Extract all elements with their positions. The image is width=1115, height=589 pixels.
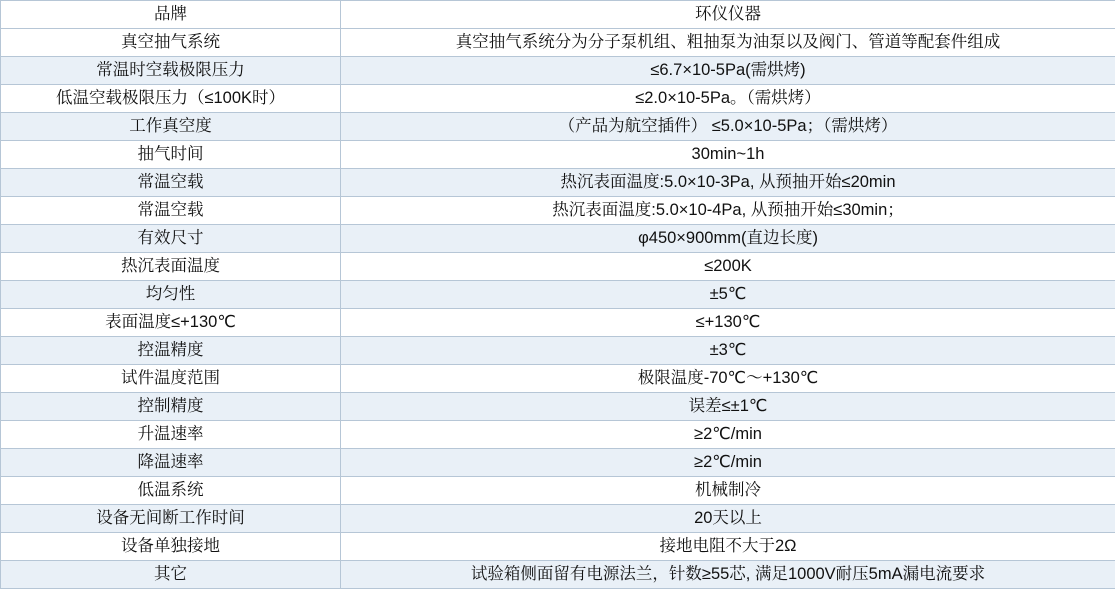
- spec-label: 降温速率: [1, 449, 341, 477]
- table-row: [1, 449, 1115, 477]
- table-row: [1, 533, 1115, 561]
- spec-label: 均匀性: [1, 281, 341, 309]
- spec-label: 热沉表面温度: [1, 253, 341, 281]
- spec-value: 热沉表面温度:5.0×10-4Pa, 从预抽开始≤30min；: [341, 197, 1115, 225]
- spec-label: 控温精度: [1, 337, 341, 365]
- table-row: [1, 197, 1115, 225]
- spec-label: 升温速率: [1, 421, 341, 449]
- spec-label: 控制精度: [1, 393, 341, 421]
- table-row: [1, 1, 1115, 29]
- spec-value: 极限温度-70℃～+130℃: [341, 365, 1115, 393]
- table-row: [1, 169, 1115, 197]
- spec-value: ≤+130℃: [341, 309, 1115, 337]
- spec-value: 热沉表面温度:5.0×10-3Pa, 从预抽开始≤20min: [341, 169, 1115, 197]
- table-row: [1, 337, 1115, 365]
- spec-label: 常温空载: [1, 197, 341, 225]
- spec-label: 抽气时间: [1, 141, 341, 169]
- table-row: [1, 477, 1115, 505]
- table-row: [1, 393, 1115, 421]
- spec-value: 试验箱侧面留有电源法兰，针数≥55芯, 满足1000V耐压5mA漏电流要求: [341, 561, 1115, 589]
- table-row: [1, 225, 1115, 253]
- spec-value: ≤2.0×10-5Pa。（需烘烤）: [341, 85, 1115, 113]
- table-row: [1, 29, 1115, 57]
- spec-value: φ450×900mm(直边长度): [341, 225, 1115, 253]
- table-row: [1, 57, 1115, 85]
- spec-label: 常温空载: [1, 169, 341, 197]
- spec-value: 机械制冷: [341, 477, 1115, 505]
- table-row: [1, 141, 1115, 169]
- spec-value: （产品为航空插件） ≤5.0×10-5Pa；（需烘烤）: [341, 113, 1115, 141]
- spec-value: ±3℃: [341, 337, 1115, 365]
- spec-label: 设备单独接地: [1, 533, 341, 561]
- table-row: [1, 505, 1115, 533]
- spec-label: 有效尺寸: [1, 225, 341, 253]
- spec-value: 真空抽气系统分为分子泵机组、粗抽泵为油泵以及阀门、管道等配套件组成: [341, 29, 1115, 57]
- table-row: [1, 113, 1115, 141]
- table-row: [1, 365, 1115, 393]
- spec-label: 设备无间断工作时间: [1, 505, 341, 533]
- spec-label: 低温系统: [1, 477, 341, 505]
- specification-table-body: [1, 1, 1115, 589]
- spec-label: 常温时空载极限压力: [1, 57, 341, 85]
- table-row: [1, 85, 1115, 113]
- table-row: [1, 561, 1115, 589]
- spec-value: ≤6.7×10-5Pa(需烘烤): [341, 57, 1115, 85]
- spec-value: 接地电阻不大于2Ω: [341, 533, 1115, 561]
- spec-value: 30min~1h: [341, 141, 1115, 169]
- table-row: [1, 309, 1115, 337]
- spec-value: ≥2℃/min: [341, 449, 1115, 477]
- spec-label: 其它: [1, 561, 341, 589]
- spec-label: 试件温度范围: [1, 365, 341, 393]
- spec-value: ≤200K: [341, 253, 1115, 281]
- spec-value: ≥2℃/min: [341, 421, 1115, 449]
- table-row: [1, 253, 1115, 281]
- spec-value: 误差≤±1℃: [341, 393, 1115, 421]
- table-row: [1, 421, 1115, 449]
- table-row: [1, 281, 1115, 309]
- spec-label: 低温空载极限压力（≤100K时）: [1, 85, 341, 113]
- spec-label: 真空抽气系统: [1, 29, 341, 57]
- spec-label: 工作真空度: [1, 113, 341, 141]
- spec-value: 环仪仪器: [341, 1, 1115, 29]
- spec-value: 20天以上: [341, 505, 1115, 533]
- spec-label: 品牌: [1, 1, 341, 29]
- spec-label: 表面温度≤+130℃: [1, 309, 341, 337]
- spec-value: ±5℃: [341, 281, 1115, 309]
